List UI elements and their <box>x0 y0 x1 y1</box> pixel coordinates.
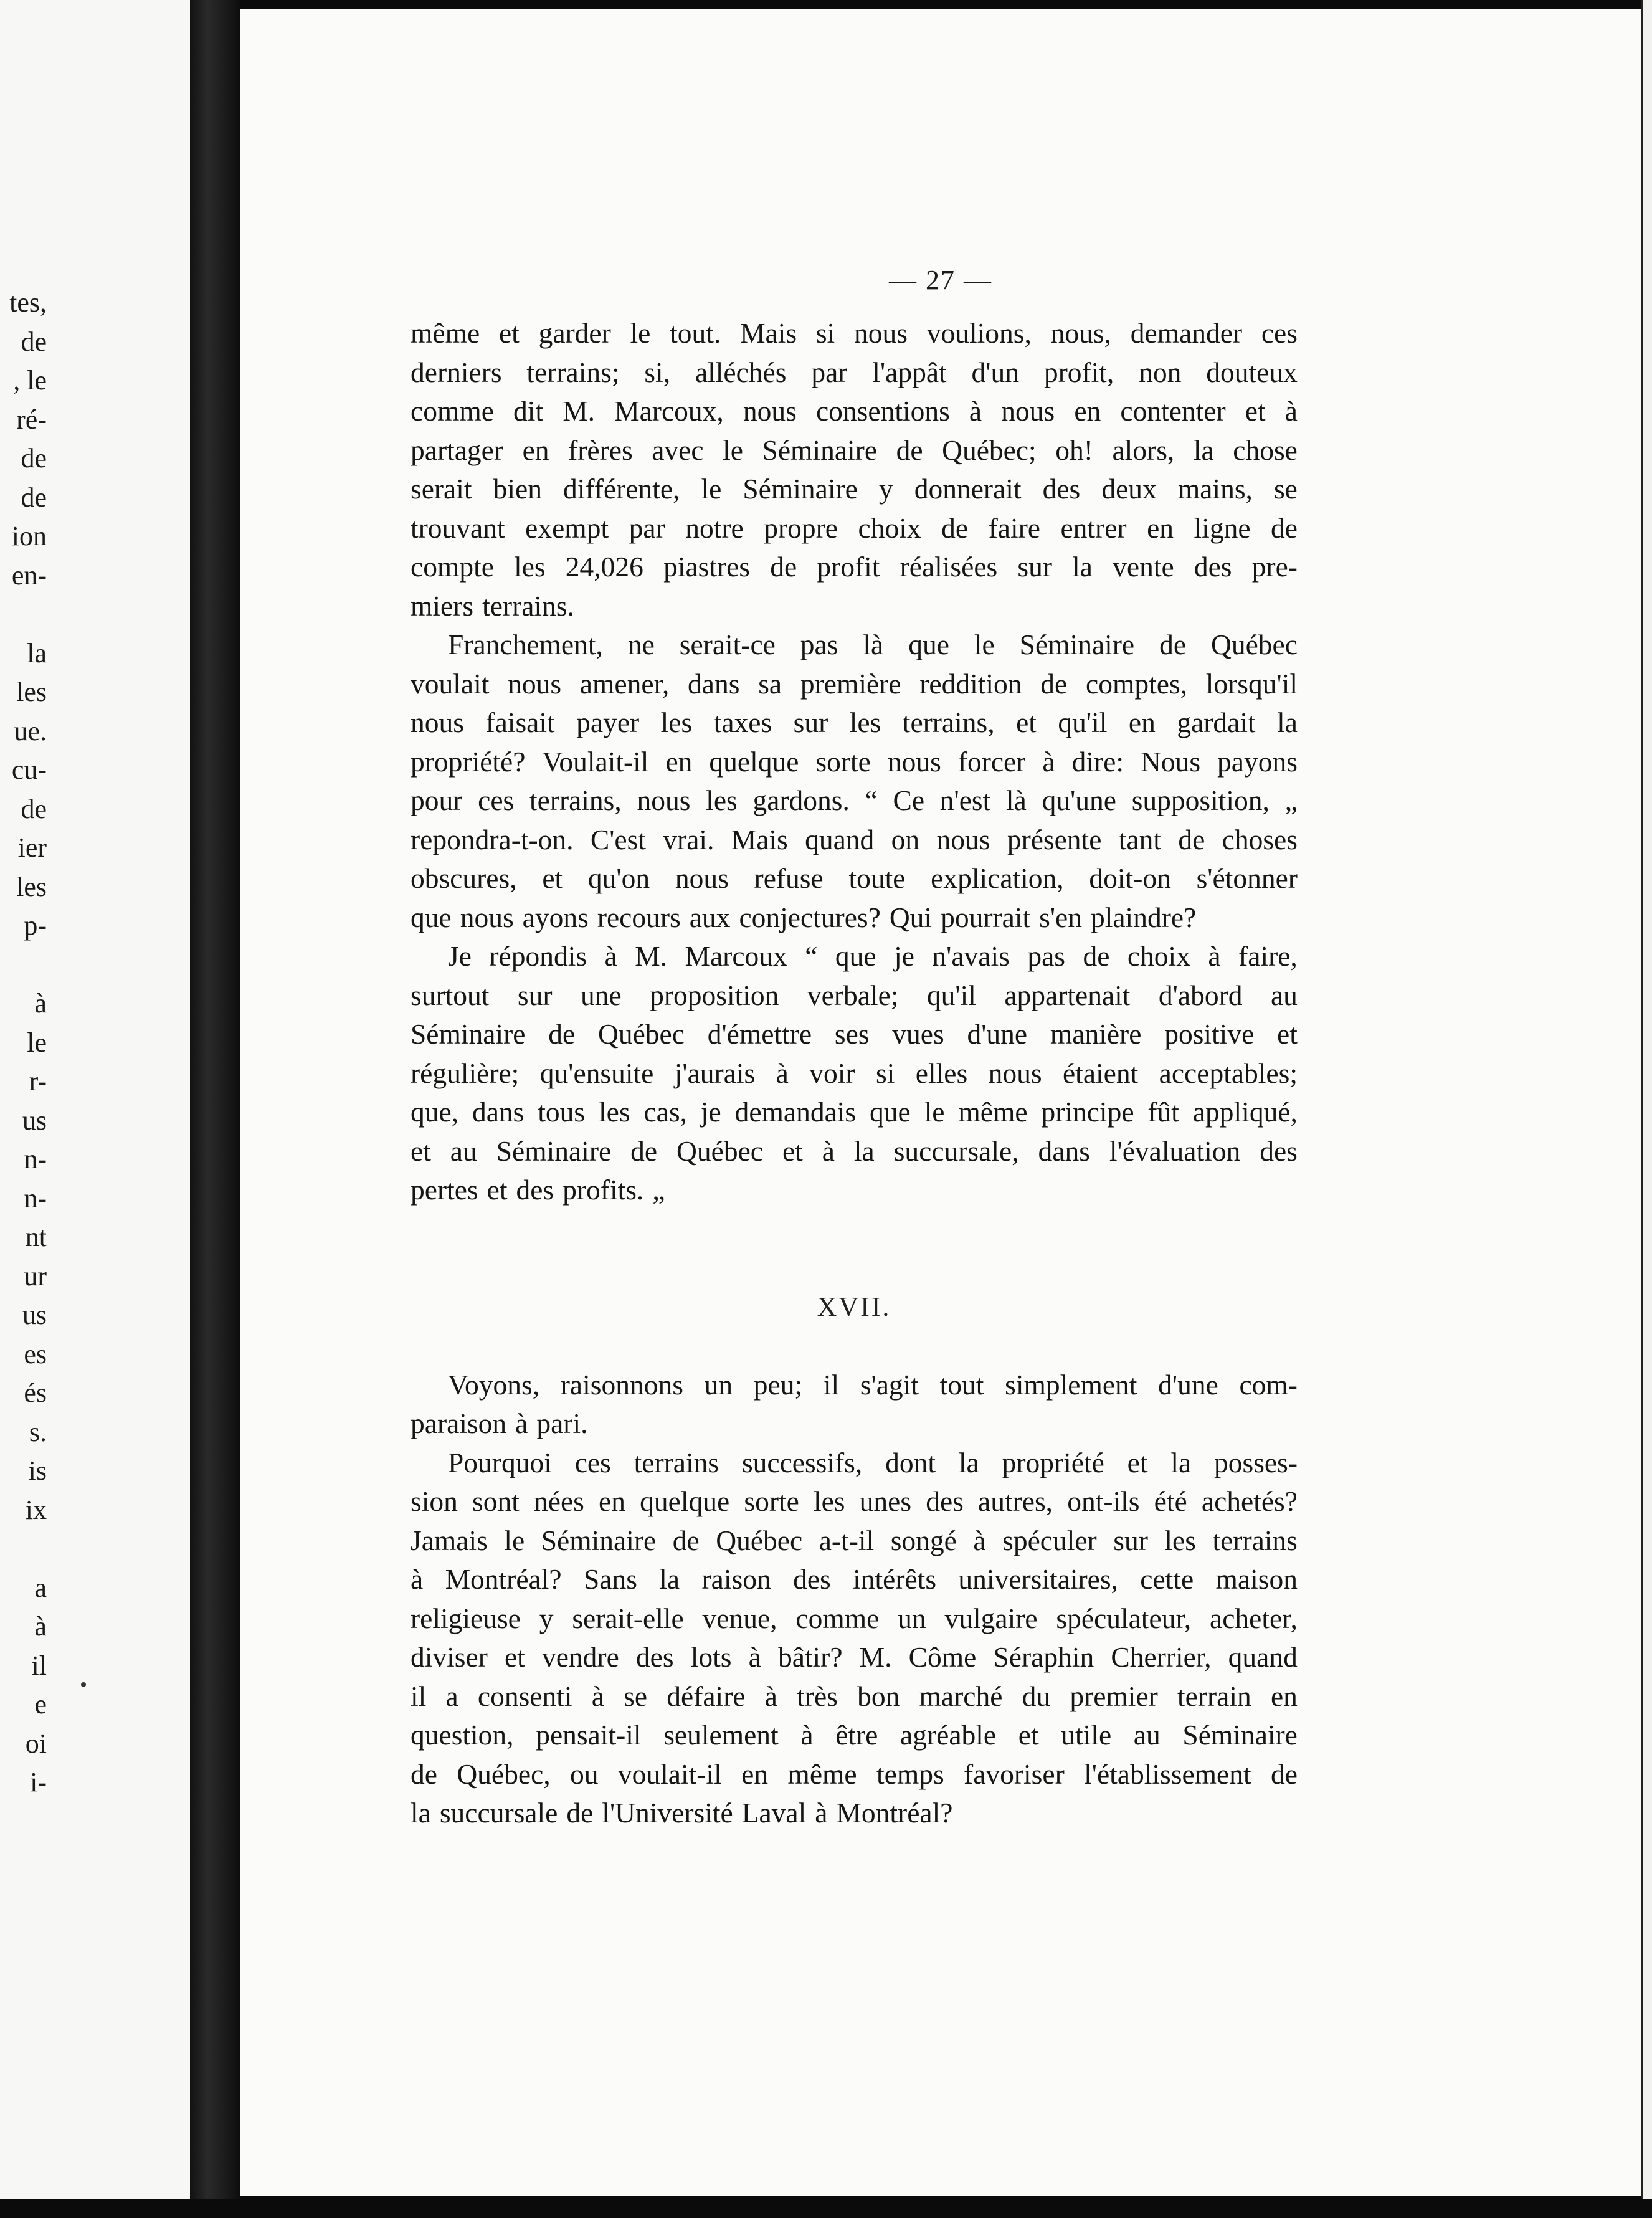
left-page-fragment: ré- <box>16 404 47 435</box>
left-page-fragment: ur <box>24 1260 47 1292</box>
text-line: que nous ayons recours aux conjectures? Qui pourrait s'en plaindre? <box>411 901 1197 933</box>
text-line: et au Séminaire de Québec et à la succursale, dans l'évaluation des <box>411 1135 1298 1167</box>
paragraph-2 <box>411 626 1298 937</box>
left-page-fragment <box>0 946 47 985</box>
left-page <box>0 0 190 2199</box>
left-page-fragment: is <box>28 1455 47 1486</box>
left-page-fragment: de <box>21 793 47 824</box>
text-line: même et garder le tout. Mais si nous voulions, nous, demander ces <box>411 317 1298 349</box>
book-gutter <box>190 0 240 2218</box>
section-heading: XVII. <box>817 1291 891 1322</box>
left-page-fragment: r- <box>29 1066 47 1097</box>
paragraph-3 <box>411 937 1298 1210</box>
left-page-fragment: ion <box>11 521 47 551</box>
left-page-fragment: s. <box>29 1416 47 1447</box>
left-page-fragment: en- <box>11 559 47 591</box>
scan-bottom-edge <box>0 2199 1652 2218</box>
text-line: question, pensait-il seulement à être agréable et utile au Séminaire <box>411 1719 1298 1751</box>
text-line: propriété? Voulait-il en quelque sorte nous forcer à dire: Nous payons <box>411 745 1298 778</box>
text-line: Franchement, ne serait-ce pas là que le Séminaire de Québec <box>448 629 1298 660</box>
left-page-fragment: ue. <box>14 715 47 746</box>
text-line: régulière; qu'ensuite j'aurais à voir si elles nous étaient acceptables; <box>411 1057 1298 1089</box>
left-page-fragments <box>0 283 47 1802</box>
text-line: compte les 24,026 piastres de profit réalisées sur la vente des pre- <box>411 551 1298 583</box>
left-page-fragment <box>0 1530 47 1569</box>
page-edge <box>1641 0 1652 2218</box>
left-page-fragment: és <box>24 1378 47 1408</box>
left-page-fragment: ier <box>17 832 47 863</box>
left-page-fragment: ix <box>25 1494 47 1525</box>
text-line: il a consenti à se défaire à très bon marché du premier terrain en <box>411 1680 1298 1712</box>
left-page-fragment: i- <box>30 1767 47 1797</box>
left-page-fragment: , le <box>13 365 47 396</box>
left-page-fragment: tes, <box>9 287 47 318</box>
left-page-fragment: de <box>21 482 47 513</box>
paragraph-5 <box>411 1444 1298 1833</box>
heading-spacer <box>411 1326 1298 1366</box>
left-page-fragment: cu- <box>11 754 47 785</box>
text-block <box>411 314 1298 1833</box>
text-line: Je répondis à M. Marcoux “ que je n'avais pas de choix à faire, <box>448 940 1298 972</box>
text-line: miers terrains. <box>411 589 574 622</box>
text-line: diviser et vendre des lots à bâtir? M. Côme Séraphin Cherrier, quand <box>411 1641 1298 1673</box>
page-number: — 27 — <box>889 265 992 295</box>
left-page-fragment: es <box>24 1338 47 1369</box>
text-line: la succursale de l'Université Laval à Montréal? <box>411 1797 953 1829</box>
text-line: partager en frères avec le Séminaire de Québec; oh! alors, la chose <box>411 434 1298 466</box>
text-line: Pourquoi ces terrains successifs, dont la propriété et la posses- <box>448 1446 1298 1478</box>
text-line: derniers terrains; si, alléchés par l'appât d'un profit, non douteux <box>411 356 1298 388</box>
text-line: religieuse y serait-elle venue, comme un vulgaire spéculateur, acheter, <box>411 1602 1298 1634</box>
left-page-fragment: à <box>34 988 47 1019</box>
left-page-fragment: il <box>31 1650 47 1681</box>
left-page-fragment: le <box>27 1027 47 1058</box>
left-page-fragment: de <box>21 326 47 357</box>
text-line: serait bien différente, le Séminaire y donnerait des deux mains, se <box>411 473 1298 505</box>
left-page-fragment: nt <box>25 1222 47 1252</box>
text-line: Séminaire de Québec d'émettre ses vues d'une manière positive et <box>411 1018 1298 1050</box>
left-page-fragment: n- <box>24 1183 47 1214</box>
text-line: sion sont nées en quelque sorte les unes des autres, ont-ils été achetés? <box>411 1485 1298 1517</box>
text-line: voulait nous amener, dans sa première reddition de comptes, lorsqu'il <box>411 667 1298 700</box>
text-line: pour ces terrains, nous les gardons. “ Ce n'est là qu'une supposition, „ <box>411 784 1298 816</box>
ink-speck <box>81 1682 86 1687</box>
left-page-fragment <box>0 595 47 634</box>
text-line: comme dit M. Marcoux, nous consentions à nous en contenter et à <box>411 395 1298 427</box>
text-line: trouvant exempt par notre propre choix de faire entrer en ligne de <box>411 512 1298 544</box>
left-page-fragment: la <box>27 637 47 669</box>
text-line: Voyons, raisonnons un peu; il s'agit tout simplement d'une com- <box>448 1368 1298 1401</box>
text-line: Jamais le Séminaire de Québec a-t-il songé à spéculer sur les terrains <box>411 1524 1298 1556</box>
text-line: à Montréal? Sans la raison des intérêts universitaires, cette maison <box>411 1563 1298 1595</box>
left-page-fragment: oi <box>25 1728 47 1759</box>
left-page-fragment: a <box>34 1572 47 1603</box>
text-line: que, dans tous les cas, je demandais que le même principe fût appliqué, <box>411 1096 1298 1128</box>
left-page-fragment: n- <box>24 1144 47 1174</box>
text-line: paraison à pari. <box>411 1407 588 1439</box>
text-line: pertes et des profits. „ <box>411 1174 665 1206</box>
left-page-fragment: à <box>34 1611 47 1642</box>
heading-spacer <box>411 1210 1298 1288</box>
left-page-fragment: us <box>22 1300 47 1330</box>
text-line: de Québec, ou voulait-il en même temps favoriser l'établissement de <box>411 1758 1298 1790</box>
text-line: repondra-t-on. C'est vrai. Mais quand on nous présente tant de choses <box>411 823 1298 855</box>
left-page-fragment: e <box>34 1689 47 1720</box>
paragraph-1 <box>411 314 1298 626</box>
text-line: surtout sur une proposition verbale; qu'il appartenait d'abord au <box>411 979 1298 1011</box>
right-page <box>240 9 1641 2196</box>
text-line: obscures, et qu'on nous refuse toute explication, doit-on s'étonner <box>411 862 1298 894</box>
paragraph-4 <box>411 1366 1298 1444</box>
left-page-fragment: p- <box>24 910 47 941</box>
text-line: nous faisait payer les taxes sur les terrains, et qu'il en gardait la <box>411 707 1298 738</box>
left-page-fragment: les <box>16 677 47 707</box>
left-page-fragment: us <box>22 1105 47 1136</box>
left-page-fragment: de <box>21 443 47 474</box>
left-page-fragment: les <box>16 871 47 902</box>
